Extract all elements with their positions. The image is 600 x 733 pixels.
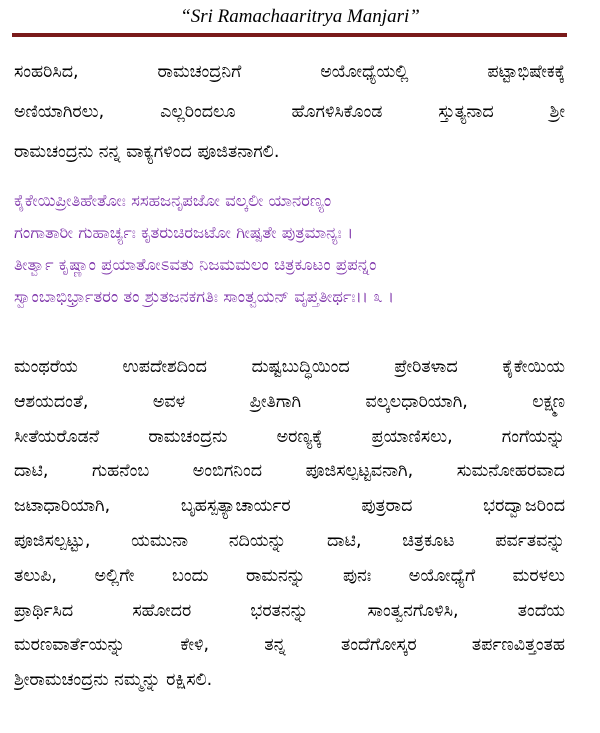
verse-line: ತೀರ್ತ್ವಾ ಕೃಷ್ಣಾಂ ಪ್ರಯಾತೋಽವತು ನಿಜಮಮಲಂ ಚಿತ್ರಕೂಟಂ ಪ್ರಪನ್ನಂ [14, 255, 377, 274]
paragraph-line: ಶ್ರೀರಾಮಚಂದ್ರನು ನಮ್ಮನ್ನು ರಕ್ಷಿಸಲಿ. [14, 670, 213, 691]
paragraph-commentary [14, 350, 565, 698]
paragraph-line: ಸಂಹರಿಸಿದ, ರಾಮಚಂದ್ರನಿಗೆ ಅಯೋಧ್ಯೆಯಲ್ಲಿ ಪಟ್ಟಾಭಿಷೇಕಕ್ಕೆ [14, 62, 565, 82]
paragraph-line: ಸೀತೆಯರೊಡನೆ ರಾಮಚಂದ್ರನು ಅರಣ್ಯಕ್ಕೆ ಪ್ರಯಾಣಿಸಲು, ಗಂಗೆಯನ್ನು [14, 426, 565, 447]
verse-line: ಗಂಗಾತಾರೀ ಗುಹಾರ್ಚ್ಯಃ ಕೃತರುಚಿರಜಟೋ ಗೀಷ್ಪತೇ ಪುತ್ರಮಾನ್ಯಃ । [14, 223, 354, 242]
paragraph-line: ಪ್ರಾರ್ಥಿಸಿದ ಸಹೋದರ ಭರತನನ್ನು ಸಾಂತ್ವನಗೊಳಿಸಿ, ತಂದೆಯ [14, 600, 565, 621]
page-header-title: “Sri Ramachaaritrya Manjari” [180, 6, 420, 27]
paragraph-line: ಆಶಯದಂತೆ, ಅವಳ ಪ್ರೀತಿಗಾಗಿ ವಲ್ಕಲಧಾರಿಯಾಗಿ, ಲಕ್ಷ್ಮಣ [14, 391, 565, 412]
paragraph-line: ತಲುಪಿ, ಅಲ್ಲಿಗೇ ಬಂದು ರಾಮನನ್ನು ಪುನಃ ಅಯೋಧ್ಯೆಗೆ ಮರಳಲು [14, 565, 565, 586]
paragraph-intro [14, 52, 565, 172]
verse-line: ಕೈಕೇಯಿಪ್ರೀತಿಹೇತೋಃ ಸಸಹಜನೃಪಜೋ ವಲ್ಕಲೀ ಯಾನರಣ್ಯಂ [14, 191, 332, 210]
paragraph-line: ದಾಟಿ, ಗುಹನೆಂಬ ಅಂಬಿಗನಿಂದ ಪೂಜಿಸಲ್ಪಟ್ಟವನಾಗಿ, ಸುಮನೋಹರವಾದ [14, 461, 565, 482]
verse-line: ಸ್ವಾಂಬಾಭಿರ್ಭ್ರಾತರಂ ತಂ ಶ್ರುತಜನಕಗತಿಃ ಸಾಂತ್ವಯನ್ ವೃಪ್ತತೀರ್ಥಃ।। ೩ । [14, 287, 395, 306]
paragraph-line: ಪೂಜಿಸಲ್ಪಟ್ಟು, ಯಮುನಾ ನದಿಯನ್ನು ದಾಟಿ, ಚಿತ್ರಕೂಟ ಪರ್ವತವನ್ನು [14, 530, 565, 551]
paragraph-line: ಮಂಥರೆಯ ಉಪದೇಶದಿಂದ ದುಷ್ಟಬುದ್ಧಿಯಿಂದ ಪ್ರೇರಿತಳಾದ ಕೈಕೇಯಿಯ [14, 357, 565, 377]
paragraph-line: ರಾಮಚಂದ್ರನು ನನ್ನ ವಾಕ್ಯಗಳಿಂದ ಪೂಜಿತನಾಗಲಿ. [14, 142, 280, 162]
paragraph-line: ಮರಣವಾರ್ತೆಯನ್ನು ಕೇಳಿ, ತನ್ನ ತಂದೆಗೋಸ್ಕರ ತರ್ಪಣವಿತ್ತಂತಹ [14, 635, 565, 656]
sanskrit-verse [14, 185, 574, 313]
header-rule [12, 33, 567, 37]
paragraph-line: ಜಟಾಧಾರಿಯಾಗಿ, ಬೃಹಸ್ಪತ್ಯಾಚಾರ್ಯರ ಪುತ್ರರಾದ ಭರದ್ವಾಜರಿಂದ [14, 496, 565, 517]
paragraph-line: ಅಣಿಯಾಗಿರಲು, ಎಲ್ಲರಿಂದಲೂ ಹೊಗಳಿಸಿಕೊಂಡ ಸ್ತುತ್ಯನಾದ ಶ್ರೀ [14, 102, 565, 122]
